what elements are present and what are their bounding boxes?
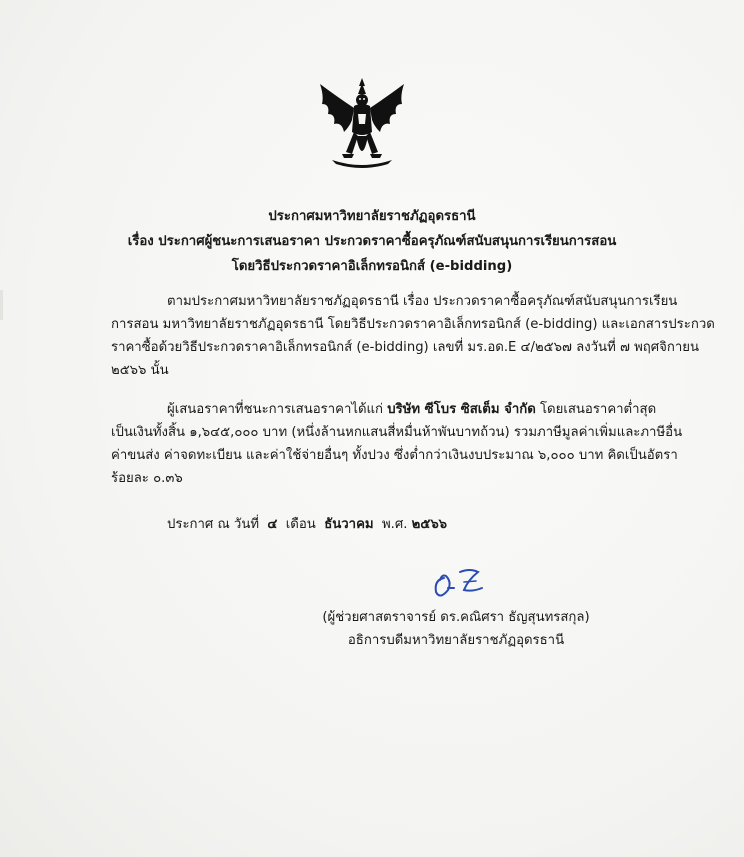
date-month-label: เดือน [285,517,316,532]
header-method: โดยวิธีประกวดราคาอิเล็กทรอนิกส์ (e-bidding) [231,259,513,274]
date-day: ๔ [267,517,278,532]
date-year: ๒๕๖๖ [411,517,448,532]
paragraph-line: ค่าขนส่ง ค่าจดทะเบียน และค่าใช้จ่ายอื่นๆ ทั้งปวง ซึ่งต่ำกว่าเงินงบประมาณ ๖,๐๐๐ บาท คิดเป็นอัตรา [111,448,678,463]
winner-company: บริษัท ซีโบร ซิสเต็ม จำกัด [387,402,536,417]
paragraph-line [111,398,657,421]
paragraph-line: ตามประกาศมหาวิทยาลัยราชภัฏอุดรธานี เรื่อง ประกวดราคาซื้อครุภัณฑ์สนับสนุนการเรียน [167,294,678,309]
header-title: ประกาศมหาวิทยาลัยราชภัฏอุดรธานี [268,209,476,224]
header-subject: เรื่อง ประกาศผู้ชนะการเสนอราคา ประกวดราคาซื้อครุภัณฑ์สนับสนุนการเรียนการสอน [127,234,617,249]
paragraph-line: เป็นเงินทั้งสิ้น ๑,๖๔๕,๐๐๐ บาท (หนึ่งล้านหกแสนสี่หมื่นห้าพันบาทถ้วน) รวมภาษีมูลค่าเพิ่มและภาษีอื่น [111,425,683,440]
handwritten-signature [430,562,490,602]
date-month: ธันวาคม [324,517,374,532]
paragraph-reference [111,290,715,382]
paragraph-line: ๒๕๖๖ นั้น [111,363,169,378]
paragraph-line: ร้อยละ ๐.๓๖ [111,471,183,486]
paragraph-line: การสอน มหาวิทยาลัยราชภัฏอุดรธานี โดยวิธีประกวดราคาอิเล็กทรอนิกส์ (e-bidding) และเอกสารประกวด [111,317,715,332]
signer-name: (ผู้ช่วยศาสตราจารย์ ดร.คณิศรา ธัญสุนทรสกุล) [322,610,590,625]
date-prefix: ประกาศ ณ วันที่ [167,517,260,532]
paragraph-winner [111,398,683,490]
signer-title: อธิการบดีมหาวิทยาลัยราชภัฏอุดรธานี [347,633,565,648]
page-edge-shadow [0,290,3,320]
winner-intro-end: โดยเสนอราคาต่ำสุด [535,402,657,417]
announcement-date [167,513,447,534]
document-header [0,204,744,279]
winner-intro: ผู้เสนอราคาที่ชนะการเสนอราคาได้แก่ [167,402,388,417]
garuda-emblem-icon [312,74,412,174]
date-year-label: พ.ศ. [381,517,408,532]
paragraph-line: ราคาซื้อด้วยวิธีประกวดราคาอิเล็กทรอนิกส์ (e-bidding) เลขที่ มร.อด.E ๔/๒๕๖๗ ลงวันที่ ๗ พฤศจิกายน [111,340,699,355]
